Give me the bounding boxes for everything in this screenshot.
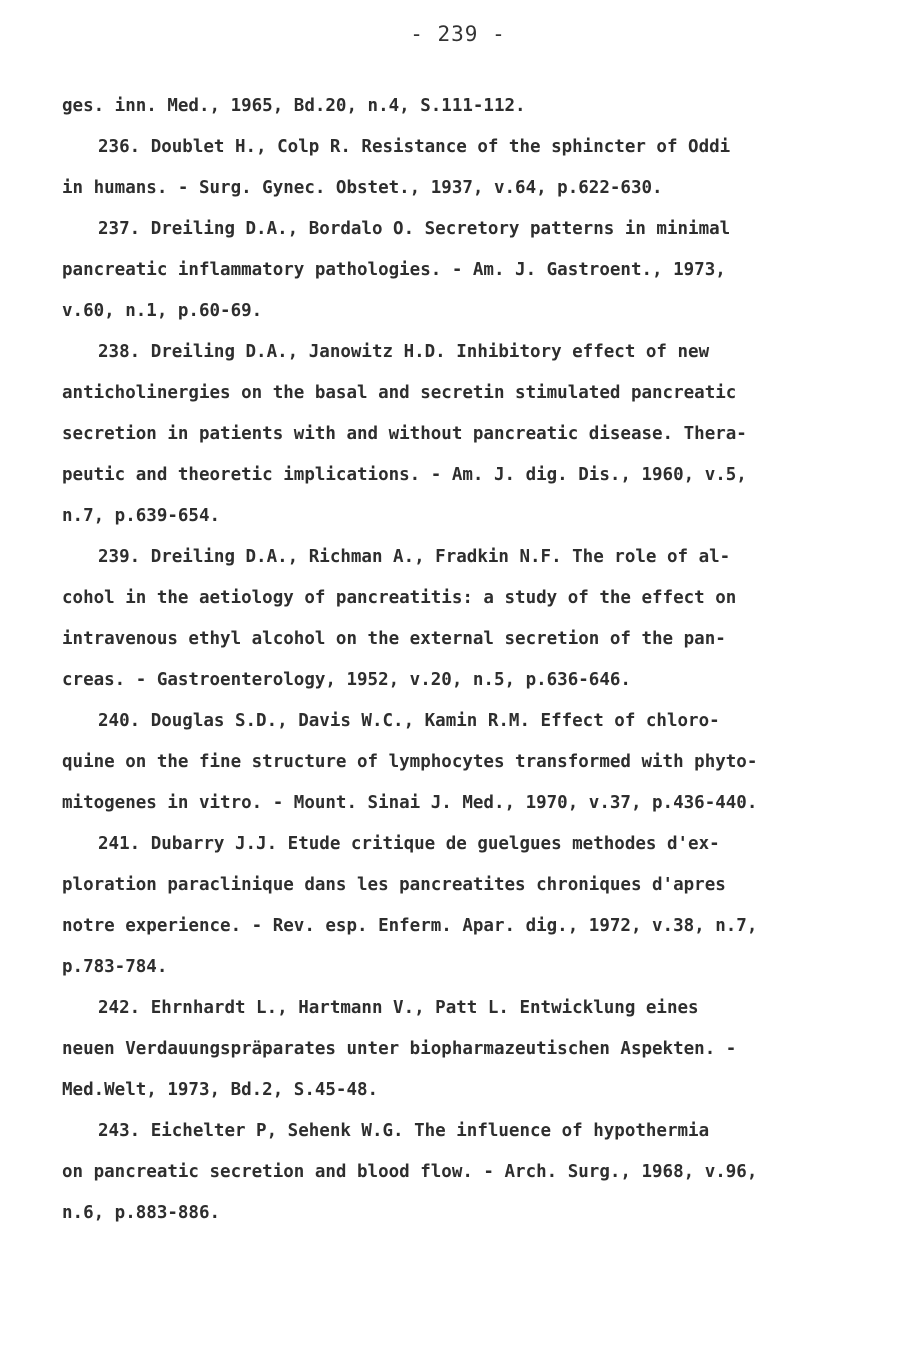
reference-entry xyxy=(62,209,862,332)
reference-text: ges. inn. Med., 1965, Bd.20, n.4, S.111-112. xyxy=(62,96,526,116)
reference-text: intravenous ethyl alcohol on the external secretion of the pan- xyxy=(62,629,726,649)
reference-line xyxy=(62,332,862,373)
reference-entry xyxy=(62,86,862,127)
reference-text: n.6, p.883-886. xyxy=(62,1203,221,1223)
reference-text: Med.Welt, 1973, Bd.2, S.45-48. xyxy=(62,1080,379,1100)
reference-line xyxy=(62,373,862,414)
reference-number: 236. xyxy=(98,137,141,157)
reference-text: Dreiling D.A., Janowitz H.D. Inhibitory effect of new xyxy=(150,342,710,362)
reference-text: quine on the fine structure of lymphocytes transformed with phyto- xyxy=(62,752,758,772)
reference-line xyxy=(62,250,862,291)
reference-text: mitogenes in vitro. - Mount. Sinai J. Med., 1970, v.37, p.436-440. xyxy=(62,793,758,813)
reference-text: n.7, p.639-654. xyxy=(62,506,221,526)
reference-number: 240. xyxy=(98,711,141,731)
reference-line xyxy=(62,660,862,701)
reference-entry xyxy=(62,701,862,824)
reference-number: 239. xyxy=(98,547,141,567)
reference-entry xyxy=(62,824,862,988)
reference-text: pancreatic inflammatory pathologies. - Am. J. Gastroent., 1973, xyxy=(62,260,726,280)
reference-text: Doublet H., Colp R. Resistance of the sphincter of Oddi xyxy=(150,137,731,157)
reference-text: neuen Verdauungspräparates unter biopharmazeutischen Aspekten. - xyxy=(62,1039,737,1059)
page-number: - 239 - xyxy=(410,22,506,46)
reference-number: 242. xyxy=(98,998,141,1018)
reference-entry xyxy=(62,537,862,701)
reference-text: Douglas S.D., Davis W.C., Kamin R.M. Effect of chloro- xyxy=(150,711,720,731)
reference-number: 237. xyxy=(98,219,141,239)
reference-line xyxy=(62,496,862,537)
reference-line xyxy=(62,783,862,824)
reference-line xyxy=(62,537,862,578)
reference-line xyxy=(62,988,862,1029)
reference-line xyxy=(62,1152,862,1193)
reference-text: p.783-784. xyxy=(62,957,168,977)
reference-line xyxy=(62,209,862,250)
reference-line xyxy=(62,455,862,496)
reference-entry xyxy=(62,988,862,1111)
reference-line xyxy=(62,291,862,332)
reference-text: Ehrnhardt L., Hartmann V., Patt L. Entwicklung eines xyxy=(150,998,699,1018)
reference-text: anticholinergies on the basal and secretin stimulated pancreatic xyxy=(62,383,737,403)
reference-line xyxy=(62,1193,862,1234)
reference-entry xyxy=(62,1111,862,1234)
reference-text: v.60, n.1, p.60-69. xyxy=(62,301,263,321)
reference-entry xyxy=(62,127,862,209)
reference-line xyxy=(62,1029,862,1070)
reference-text: cohol in the aetiology of pancreatitis: a study of the effect on xyxy=(62,588,737,608)
reference-text: Eichelter P, Sehenk W.G. The influence of hypothermia xyxy=(150,1121,710,1141)
reference-line xyxy=(62,86,862,127)
reference-line xyxy=(62,824,862,865)
reference-text: secretion in patients with and without pancreatic disease. Thera- xyxy=(62,424,747,444)
reference-text: notre experience. - Rev. esp. Enferm. Apar. dig., 1972, v.38, n.7, xyxy=(62,916,758,936)
reference-line xyxy=(62,1111,862,1152)
reference-number: 238. xyxy=(98,342,141,362)
reference-line xyxy=(62,578,862,619)
reference-text: creas. - Gastroenterology, 1952, v.20, n.5, p.636-646. xyxy=(62,670,631,690)
reference-line xyxy=(62,742,862,783)
reference-text: on pancreatic secretion and blood flow. - Arch. Surg., 1968, v.96, xyxy=(62,1162,758,1182)
reference-number: 243. xyxy=(98,1121,141,1141)
reference-line xyxy=(62,619,862,660)
reference-text: Dubarry J.J. Etude critique de guelgues methodes d'ex- xyxy=(150,834,720,854)
reference-text: Dreiling D.A., Bordalo O. Secretory patterns in minimal xyxy=(150,219,731,239)
reference-text: peutic and theoretic implications. - Am. J. dig. Dis., 1960, v.5, xyxy=(62,465,747,485)
reference-line xyxy=(62,865,862,906)
reference-text: ploration paraclinique dans les pancreatites chroniques d'apres xyxy=(62,875,726,895)
reference-line xyxy=(62,1070,862,1111)
reference-number: 241. xyxy=(98,834,141,854)
reference-line xyxy=(62,947,862,988)
reference-line xyxy=(62,127,862,168)
reference-entry xyxy=(62,332,862,537)
reference-list xyxy=(62,86,862,1234)
reference-text: in humans. - Surg. Gynec. Obstet., 1937, v.64, p.622-630. xyxy=(62,178,663,198)
reference-line xyxy=(62,414,862,455)
reference-line xyxy=(62,701,862,742)
reference-line xyxy=(62,906,862,947)
reference-text: Dreiling D.A., Richman A., Fradkin N.F. The role of al- xyxy=(150,547,731,567)
reference-line xyxy=(62,168,862,209)
